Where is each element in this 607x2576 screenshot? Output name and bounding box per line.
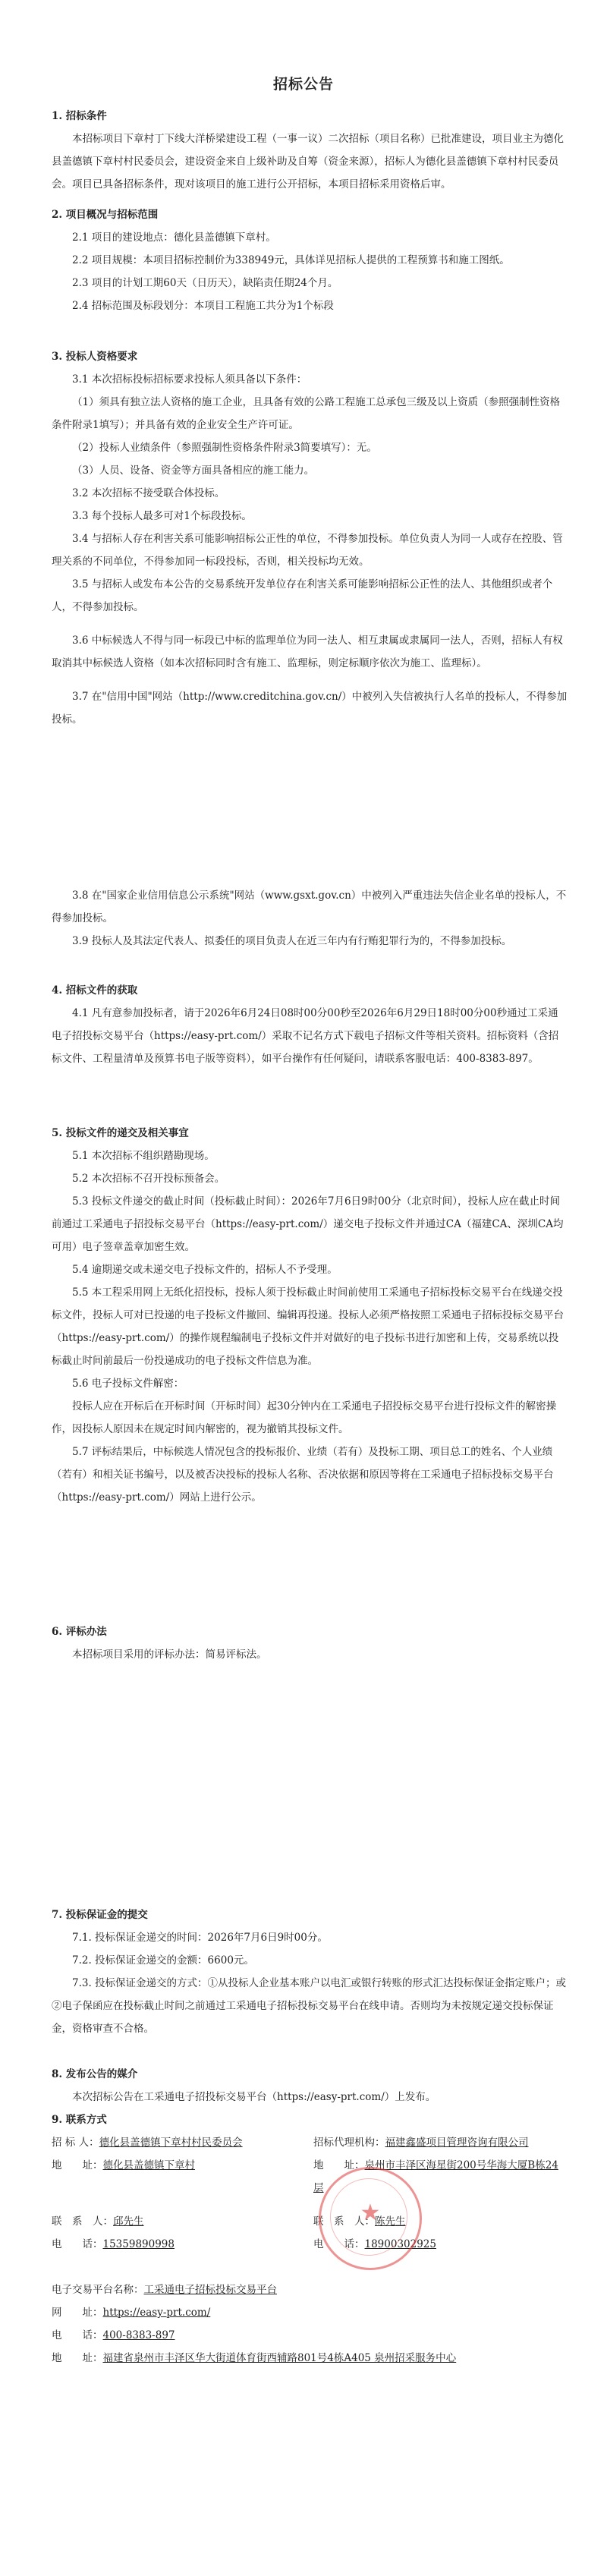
address-label: 地 址： [52,2352,103,2364]
paragraph: 5.3 投标文件递交的截止时间（投标截止时间）：2026年7月6日9时00分（北京时间），投标人应在截止时间前通过工采通电子招投标交易平台（https://easy-prt.com/）递交电子投标文件并通过CA（福建CA、深圳CA均可用）电子签章盖章加密生效。 [52,1195,564,1253]
paragraph: 2.1 项目的建设地点：德化县盖德镇下章村。 [72,231,276,244]
paragraph: 2.3 项目的计划工期60天（日历天），缺陷责任期24个月。 [72,277,338,289]
address-row [52,2347,568,2370]
paragraph: 3.8 在"国家企业信用信息公示系统"网站（www.gsxt.gov.cn）中被列入严重违法失信企业名单的投标人，不得参加投标。 [52,890,567,924]
section-heading: 9. 联系方式 [52,2114,107,2126]
paragraph: 3.7 在"信用中国"网站（http://www.creditchina.gov.cn/）中被列入失信被执行人名单的投标人，不得参加投标。 [52,691,568,726]
section-heading: 5. 投标文件的递交及相关事宜 [52,1127,189,1139]
site-row [52,2301,568,2324]
section-contact [52,2108,568,2370]
red-seal-stamp [319,2167,422,2270]
contact-row [52,2154,568,2200]
section-heading: 4. 招标文件的获取 [52,984,138,997]
tel-label: 电 话： [52,2329,103,2341]
phone-value: 15359890998 [102,2238,175,2250]
paragraph: 3.3 每个投标人最多可对1个标段投标。 [72,510,252,522]
platform-value: 工采通电子招标投标交易平台 [143,2284,277,2296]
contact-row [52,2131,568,2154]
section-document-acquisition [52,979,568,1070]
page-title: 招标公告 [272,76,334,93]
section-heading: 3. 投标人资格要求 [52,351,138,363]
tenderer-label: 招 标 人： [52,2137,99,2149]
phone-label: 电 话： [52,2238,103,2250]
phone-value: 18900302925 [364,2238,436,2250]
paragraph: 3.4 与招标人存在利害关系可能影响招标公正性的单位，不得参加投标。单位负责人为同一人或存在控股、管理关系的不同单位，不得参加同一标段投标，否则，相关投标均无效。 [52,533,563,568]
contact-row [52,2233,568,2256]
section-tender-conditions [52,105,568,196]
paragraph: 本招标项目下章村丁下线大洋桥梁建设工程（一事一议）二次招标（项目名称）已批准建设，项目业主为德化县盖德镇下章村村民委员会，建设资金来自上级补助及自筹（资金来源），招标人为德化县盖德镇下章村村民委员会。项目已具备招标条件，现对该项目的施工进行公开招标，本项目招标采用资格后审。 [52,133,564,191]
section-heading: 2. 项目概况与招标范围 [52,209,159,221]
paragraph: 5.1 本次招标不组织踏勘现场。 [72,1150,215,1162]
contact-label: 联 系 人： [52,2215,113,2228]
agent-label: 招标代理机构： [313,2137,385,2149]
star-icon: ★ [360,2200,381,2226]
contact-value: 陈先生 [375,2215,406,2228]
section-bid-submission [52,1122,568,1509]
paragraph: 3.2 本次招标不接受联合体投标。 [72,487,225,499]
paragraph: 5.6 电子投标文件解密： [72,1378,184,1390]
paragraph: 3.9 投标人及其法定代表人、拟委任的项目负责人在近三年内有行贿犯罪行为的，不得参加投标。 [72,935,512,947]
address-value: 福建省泉州市丰泽区华大街道体育街西辅路801号4栋A405 泉州招采服务中心 [102,2352,457,2364]
contact-label: 联 系 人： [313,2215,375,2228]
agent-value: 福建鑫盛项目管理咨询有限公司 [385,2137,529,2149]
paragraph: 3.1 本次招标投标招标要求投标人须具备以下条件： [72,373,307,386]
site-label: 网 址： [52,2307,103,2319]
address-label: 地 址： [313,2159,365,2171]
section-project-overview [52,203,568,317]
platform-row [52,2278,568,2301]
paragraph: 7.2. 投标保证金递交的金额：6600元。 [72,1954,254,1967]
paragraph: 投标人应在开标后在开标时间（开标时间）起30分钟内在工采通电子招投标交易平台进行投标文件的解密操作，因投标人原因未在规定时间内解密的，视为撤销其投标文件。 [52,1400,557,1435]
address-value: 德化县盖德镇下章村 [102,2159,195,2171]
tel-value: 400-8383-897 [102,2329,175,2341]
paragraph: 本招标项目采用的评标办法：简易评标法。 [72,1649,267,1661]
section-qualification [52,345,568,731]
site-link[interactable]: https://easy-prt.com/ [102,2307,211,2319]
tenderer-value: 德化县盖德镇下章村村民委员会 [99,2137,243,2149]
paragraph: 3.5 与招标人或发布本公告的交易系统开发单位存在利害关系可能影响招标公正性的法人、其他组织或者个人，不得参加投标。 [52,578,553,613]
paragraph: 3.6 中标候选人不得与同一标段已中标的监理单位为同一法人、相互隶属或隶属同一法人，否则，招标人有权取消其中标候选人资格（如本次招标同时含有施工、监理标，则定标顺序依次为施工、监理标）。 [52,635,563,669]
platform-label: 电子交易平台名称： [52,2284,144,2296]
address-label: 地 址： [52,2159,103,2171]
section-qualification-cont [52,884,568,953]
paragraph: 2.2 项目规模：本项目招标控制价为338949元，具体详见招标人提供的工程预算书和施工图纸。 [72,254,510,266]
paragraph: 5.7 评标结果后，中标候选人情况包含的投标报价、业绩（若有）及投标工期、项目总工的姓名、个人业绩（若有）和相关证书编号，以及被否决投标的投标人名称、否决依据和原因等将在工采通电子招标投标交易平台（https://easy-prt.com/）网站上进行公示。 [52,1446,554,1504]
contact-row [52,2210,568,2233]
section-heading: 6. 评标办法 [52,1626,107,1638]
section-heading: 1. 招标条件 [52,110,107,122]
paragraph: 5.2 本次招标不召开投标预备会。 [72,1173,225,1185]
paragraph: 7.3. 投标保证金递交的方式：①从投标人企业基本账户以电汇或银行转账的形式汇达投标保证金指定账户；或②电子保函应在投标截止时间之前通过工采通电子招标投标交易平台在线申请。否则均为未按规定递交投标保证金，资格审查不合格。 [52,1977,567,2035]
paragraph: 5.4 逾期递交或未递交电子投标文件的，招标人不予受理。 [72,1264,338,1276]
paragraph: （1）须具有独立法人资格的施工企业，且具备有效的公路工程施工总承包三级及以上资质（参照强制性资格条件附录1填写）；并具备有效的企业安全生产许可证。 [52,396,561,431]
paragraph: （3）人员、设备、资金等方面具备相应的施工能力。 [72,464,315,477]
paragraph: 本次招标公告在工采通电子招投标交易平台（https://easy-prt.com/）上发布。 [72,2091,436,2103]
paragraph: （2）投标人业绩条件（参照强制性资格条件附录3简要填写）：无。 [72,442,377,454]
paragraph: 7.1. 投标保证金递交的时间：2026年7月6日9时00分。 [72,1932,328,1944]
tel-row [52,2324,568,2347]
section-heading: 8. 发布公告的媒介 [52,2068,138,2080]
section-heading: 7. 投标保证金的提交 [52,1909,148,1921]
section-media [52,2063,568,2108]
contact-value: 邱先生 [113,2215,144,2228]
address-value: 泉州市丰泽区海星街200号华海大厦B栋24层 [313,2159,558,2194]
paragraph: 4.1 凡有意参加投标者，请于2026年6月24日08时00分00秒至2026年6月29日18时00分00秒通过工采通电子招投标交易平台（https://easy-prt.com/）采取不记名方式下载电子招标文件等相关资料。招标资料（含招标文件、工程量清单及预算书电子版等资料），如平台操作有任何疑问，请联系客服电话：400-8383-897。 [52,1007,559,1065]
phone-label: 电 话： [313,2238,365,2250]
section-bid-bond [52,1904,568,2040]
section-evaluation [52,1620,568,1666]
paragraph: 5.5 本工程采用网上无纸化招投标，投标人须于投标截止时间前使用工采通电子招标投标交易平台在线递交投标文件，投标人可对已投递的电子投标文件撤回、编辑再投递。投标人必须严格按照工采通电子招标投标交易平台（https://easy-prt.com/）的操作规程编制电子投标文件并对做好的电子投标书进行加密和上传，交易系统以投标截止时间前最后一份投递成功的电子投标文件信息为准。 [52,1286,564,1367]
paragraph: 2.4 招标范围及标段划分：本项目工程施工共分为1个标段 [72,300,334,312]
